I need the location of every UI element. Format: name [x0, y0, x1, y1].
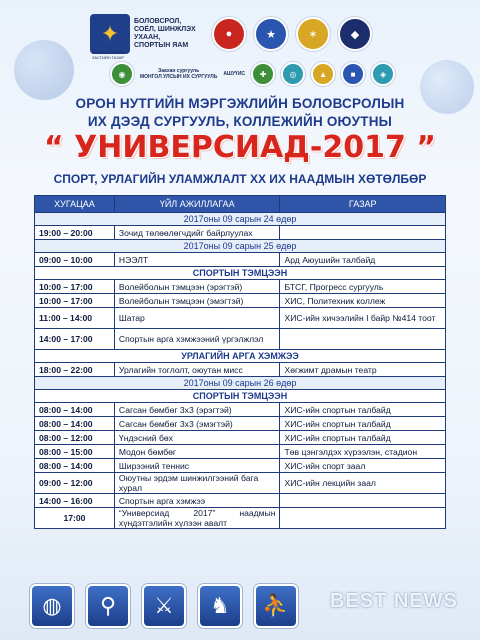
table-row: 19:00 – 20:00 Зочид төлөөлөгчдийг байрлуулах [35, 226, 446, 240]
ministry-name: БОЛОВСРОЛ, СОЁЛ, ШИНЖЛЭХ УХААН, СПОРТЫН ЯАМ [134, 18, 196, 49]
table-row: 10:00 – 17:00 Волейболын тэмцээн (эмэгтэй) ХИС, Политехник коллеж [35, 294, 446, 308]
table-row: 09:00 – 12:00 Оюутны эрдэм шинжилгээний бага хурал ХИС-ийн лекцийн заал [35, 473, 446, 494]
logo-row-top [90, 14, 372, 54]
school-emblem-icon: ◆ [338, 17, 372, 51]
title-line-2: ИХ ДЭЭД СУРГУУЛЬ, КОЛЛЕЖИЙН ОЮУТНЫ [87, 114, 393, 129]
date-row: 2017оны 09 сарын 26 өдөр [35, 377, 446, 390]
table-row: 10:00 – 17:00 Волейболын тэмцээн (эрэгтэй) БТСГ, Прогресс сургууль [35, 280, 446, 294]
wrestling-icon: ⚔ [142, 584, 186, 628]
column-header-place: ГАЗАР [280, 196, 446, 213]
column-header-activity: ҮЙЛ АЖИЛЛАГАА [114, 196, 280, 213]
academy-logo-icon: ▲ [311, 62, 335, 86]
section-row: УРЛАГИЙН АРГА ХЭМЖЭЭ [35, 350, 446, 363]
polytechnic-logo-icon: ◈ [371, 62, 395, 86]
table-row: 08:00 – 14:00 Сагсан бөмбөг 3х3 (эрэгтэй) ХИС-ийн спортын талбайд [35, 403, 446, 417]
table-row: 08:00 – 15:00 Модон бөмбөг Төв цэнгэлдэх хүрээлэн, стадион [35, 445, 446, 459]
section-row: СПОРТЫН ТЭМЦЭЭН [35, 267, 446, 280]
decorative-ball-shape [14, 40, 74, 100]
watermark-brand: BEST NEWS [330, 590, 458, 612]
table-row: 09:00 – 10:00 НЭЭЛТ Ард Аюушийн талбайд [35, 253, 446, 267]
table-row: 17:00 “Универсиад 2017” наадмын хүндэтгэлийн хүлээн авалт [35, 508, 446, 529]
date-row: 2017оны 09 сарын 24 өдөр [35, 213, 446, 226]
section-row: СПОРТЫН ТЭМЦЭЭН [35, 390, 446, 403]
federation-logo-icon: ★ [254, 17, 288, 51]
chess-icon: ♞ [198, 584, 242, 628]
table-row: 14:00 – 17:00 Спортын арга хэмжээний үргэлжлэл [35, 329, 446, 350]
basketball-icon: ⛹ [254, 584, 298, 628]
date-row: 2017оны 09 сарын 25 өдөр [35, 240, 446, 253]
sport-icons-row [30, 584, 298, 628]
table-row: 11:00 – 14:00 Шатар ХИС-ийн хичээлийн I байр №414 тоот [35, 308, 446, 329]
volleyball-icon: ◍ [30, 584, 74, 628]
schedule-table [34, 195, 446, 529]
soyombo-icon: ✦ [90, 14, 130, 54]
sport-committee-logo-icon: ● [212, 17, 246, 51]
logo-row-bottom [110, 62, 395, 86]
university-emblem-icon: ✶ [296, 17, 330, 51]
table-row: 14:00 – 16:00 Спортын арга хэмжээ [35, 494, 446, 508]
school-logo-icon: ■ [341, 62, 365, 86]
ministry-subtitle: МОНГОЛ УЛСЫН ЗАСГИЙН ГАЗАР [92, 50, 125, 60]
table-header-row [35, 196, 446, 213]
table-row: 08:00 – 14:00 Ширээний теннис ХИС-ийн спорт заал [35, 459, 446, 473]
program-subtitle: СПОРТ, УРЛАГИЙН УЛАМЖЛАЛТ XX ИХ НААДМЫН ХӨТӨЛБӨР [53, 172, 427, 186]
college-logo-icon: ✚ [251, 62, 275, 86]
partner-logo-icon: ◉ [110, 62, 134, 86]
event-title: “ УНИВЕРСИАД-2017 ” [43, 130, 437, 165]
table-row: 18:00 – 22:00 Урлагийн тоглолт, оюутан мисс Хөгжимт драмын театр [35, 363, 446, 377]
institute-logo-icon: ◎ [281, 62, 305, 86]
column-header-time: ХУГАЦАА [35, 196, 115, 213]
title-line-1: ОРОН НУТГИЙН МЭРГЭЖЛИЙН БОЛОВСРОЛЫН [75, 96, 405, 111]
agriculture-university-logo: АШУҮИС [223, 71, 246, 77]
table-tennis-icon: ⚲ [86, 584, 130, 628]
table-row: 08:00 – 12:00 Үндэсний бөх ХИС-ийн спортын талбайд [35, 431, 446, 445]
university-logo-text: Заахан сургууль МОНГОЛ УЛСЫН ИХ СУРГУУЛЬ [140, 68, 218, 80]
ministry-logo [90, 14, 204, 54]
table-row: 08:00 – 14:00 Сагсан бөмбөг 3х3 (эмэгтэй) ХИС-ийн спортын талбайд [35, 417, 446, 431]
